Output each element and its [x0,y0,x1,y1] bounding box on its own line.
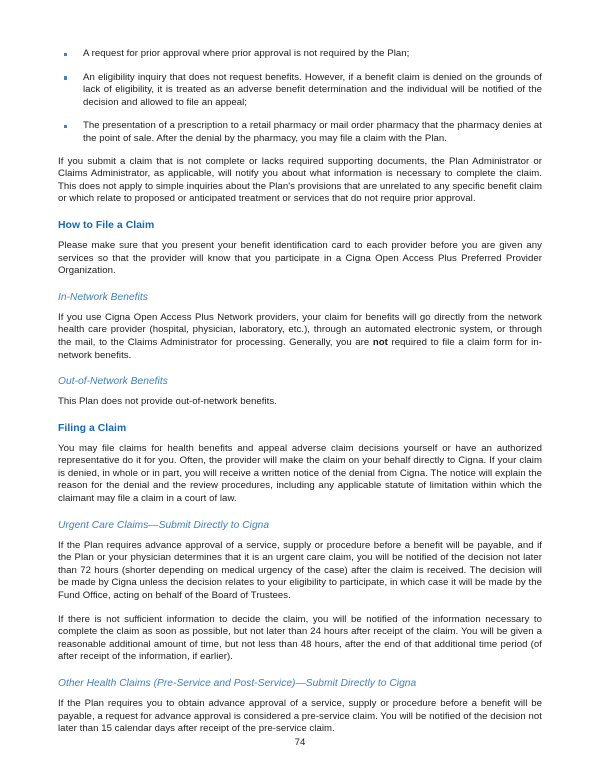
heading-filing-a-claim: Filing a Claim [58,422,127,434]
subheading-other-health-claims: Other Health Claims (Pre-Service and Post-Service)—Submit Directly to Cigna [58,678,417,689]
list-item-text: An eligibility inquiry that does not request benefits. However, if a benefit claim is denied on the grounds of lack of eligibility, it is treated as an adverse benefit determination and the individual will be notified of the decision and allowed to file an appeal; [83,71,542,108]
filing-a-claim-paragraph: You may file claims for health benefits and appeal adverse claim decisions yourself or have an authorized representative do it for you. Often, the provider will make the claim on your behalf directly to Cigna. If your claim is denied, in whole or in part, you will receive a written notice of the denial from Cigna. The notice will explain the reason for the denial and the review procedures, including any applicable statute of limitation within which the claimant may file a claim in a court of law. [58,442,542,505]
subheading-out-of-network-benefits: Out-of-Network Benefits [58,376,168,388]
heading-how-to-file-a-claim: How to File a Claim [58,219,155,231]
list-item [58,48,542,61]
bullet-square-icon [64,53,67,56]
intro-paragraph: If you submit a claim that is not complete or lacks required supporting documents, the Plan Administrator or Claims Administrator, as applicable, will notify you about what information is necessary to complete the claim. This does not apply to simple inquiries about the Plan's provisions that are unrelated to any specific benefit claim or which relate to proposed or anticipated treatment or services that do not require prior approval. [58,155,542,205]
excluded-claims-bullet-list [58,48,542,146]
in-network-text-after-bold: required to file a claim form for in-network benefits. [58,336,542,361]
page-content [58,48,542,736]
list-item [58,72,542,110]
bullet-square-icon [64,125,67,128]
subheading-urgent-care-claims: Urgent Care Claims—Submit Directly to Cigna [58,519,270,531]
out-of-network-paragraph: This Plan does not provide out-of-network benefits. [58,396,277,408]
other-health-claims-paragraph: If the Plan requires you to obtain advance approval of a service, supply or procedure before a benefit will be payable, a request for advance approval is considered a pre-service claim. You will be notified of the decision not later than 15 calendar days after receipt of the pre-service claim. [58,698,542,735]
page-footer [0,732,600,750]
page-number: 74 [294,737,306,748]
how-to-file-paragraph: Please make sure that you present your benefit identification card to each provider before you are given any services so that the provider will know that you participate in a Cigna Open Access Plus Preferred Provider Organization. [58,239,542,277]
in-network-text-before-bold: If you use Cigna Open Access Plus Network providers, your claim for benefits will go directly from the network health care provider (hospital, physician, laboratory, etc.), through an automated electronic system, or through the mail, to the Claims Administrator for processing. Generally, you are [58,311,542,348]
bullet-square-icon [64,76,67,79]
subheading-in-network-benefits: In-Network Benefits [58,291,148,303]
list-item-text: The presentation of a prescription to a retail pharmacy or mail order pharmacy that the pharmacy denies at the point of sale. After the denial by the pharmacy, you may file a claim with the Plan. [83,120,542,144]
urgent-care-paragraph-2: If there is not sufficient information to decide the claim, you will be notified of the information necessary to complete the claim as soon as possible, but not later than 24 hours after receipt of the claim. You will be given a reasonable additional amount of time, but not less than 48 hours, after the end of that additional time period (of after receipt of the information, if earlier). [58,613,542,663]
in-network-paragraph [58,312,542,362]
urgent-care-paragraph-1: If the Plan requires advance approval of a service, supply or procedure before a benefit will be payable, and if the Plan or your physician determines that it is an urgent care claim, you will be notified of the decision not later than 72 hours (shorter depending on medical urgency of the case) after the claim is received. The decision will be made by Cigna unless the decision relates to your eligibility to participate, in which case it will be made by the Fund Office, acting on behalf of the Board of Trustees. [58,539,542,602]
list-item-text: A request for prior approval where prior approval is not required by the Plan; [83,48,410,59]
in-network-emphasis-not: not [372,336,388,348]
list-item [58,120,542,145]
